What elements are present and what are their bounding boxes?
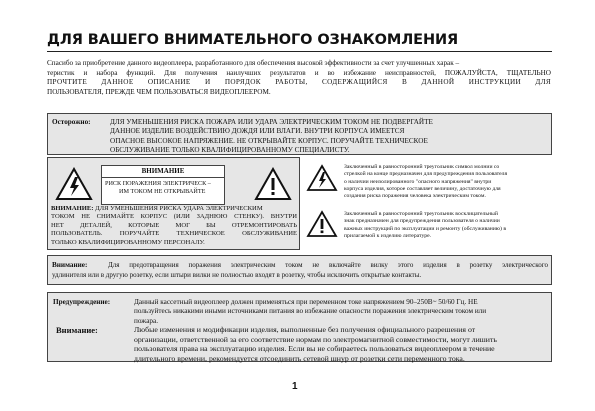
intro-line: Спасибо за приобретение данного видеоплеера, разработанного для обеспечения высокой эффективности за счет улучшенных харак – — [47, 59, 460, 67]
title-underline — [47, 51, 552, 52]
caution-line: ДАННОЕ ИЗДЕЛИЕ ВОЗДЕЙСТВИЮ ДОЖДЯ ИЛИ ВЛАГИ. ВНУТРИ КОРПУСА ИМЕЕТСЯ — [110, 127, 405, 136]
attention-line: Для предотвращения поражения электрическим током не включайте вилку этого изделия в розетку электрического — [108, 261, 548, 269]
warning-line: НЕТ ДЕТАЛЕЙ, КОТОРЫЕ МОГ БЫ ОТРЕМОНТИРОВАТЬ — [51, 221, 297, 229]
symbol-line: создания риска поражения человека электрическим током. — [344, 193, 486, 200]
warning-line: ПОЛЬЗОВАТЕЛЬ. ПОРУЧАЙТЕ ТЕХНИЧЕСКОЕ ОБСЛУЖИВАНИЕ — [51, 230, 297, 238]
note-line: пользуйтесь никакими иными источниками питания во избежание опасности поражения электрическим током или — [134, 307, 487, 316]
caution-line: ОБСЛУЖИВАНИЕ ТОЛЬКО КВАЛИФИЦИРОВАННОМУ СПЕЦИАЛИСТУ. — [110, 145, 350, 154]
symbol-line: Заключенный в равносторонний треугольник символ молнии со — [344, 164, 500, 170]
lightning-warning-icon — [55, 167, 93, 201]
lightning-symbol-description — [344, 164, 552, 200]
note-line: пожара. — [134, 316, 158, 325]
attention-box — [47, 255, 552, 285]
warning-label-lead: ВНИМАНИЕ: — [51, 205, 94, 212]
warning-plate-text — [102, 178, 224, 197]
attention-text — [52, 261, 548, 280]
warning-line: ТОКОМ НЕ СНИМАЙТЕ КОРПУС (ИЛИ ЗАДНЮЮ СТЕНКУ). ВНУТРИ — [51, 213, 297, 221]
warning-label-text — [51, 205, 297, 247]
lightning-symbol-icon — [306, 164, 338, 192]
exclamation-symbol-icon — [306, 210, 338, 238]
symbol-line: корпуса изделия, которое составляет величину, достаточную для — [344, 185, 501, 192]
caution-label: Осторожно: — [52, 118, 91, 126]
warning-plate — [101, 165, 225, 205]
note-line: Любые изменения и модификации изделия, выполненные без получения официального разрешения от — [134, 325, 476, 334]
attention-line: удлинителя или в другую розетку, если штыри вилки не полностью входят в розетку, чтобы исключить открытые контакты. — [52, 270, 422, 279]
caution-box — [47, 113, 552, 155]
intro-line: теристик и набора функций. Для получения наилучших результатов и во избежание неисправностей, ПОЖАЛУЙСТА, ТЩАТЕЛЬНО — [47, 68, 551, 77]
intro-line: ПРОЧТИТЕ ДАННОЕ ОПИСАНИЕ И ПОРЯДОК РАБОТЫ, СОДЕРЖАЩИЙСЯ В ДАННОЙ ИНСТРУКЦИИ ДЛЯ — [47, 78, 551, 87]
intro-paragraph — [47, 59, 551, 98]
exclamation-symbol-description — [344, 211, 552, 240]
warning-note-label: Предупреждение: — [53, 298, 111, 306]
warning-line-rest: ДЛЯ УМЕНЬШЕНИЯ РИСКА УДАРА ЭЛЕКТРИЧЕСКИМ — [93, 205, 263, 212]
warning-plate-line: ИМ ТОКОМ НЕ ОТКРЫВАЙТЕ — [119, 187, 206, 195]
symbol-line: знак предназначен для предупреждения пользователя о наличии — [344, 218, 500, 225]
warning-note-text — [134, 298, 549, 326]
warning-plate-heading: ВНИМАНИЕ — [102, 166, 224, 178]
note-line: длительного времени, рекомендуется отсоединить сетевой шнур от розетки сети переменного тока. — [134, 353, 465, 363]
attention-note-label: Внимание: — [56, 325, 98, 335]
intro-line: ПОЛЬЗОВАТЕЛЯ, ПРЕЖДЕ ЧЕМ ПОЛЬЗОВАТЬСЯ ВИДЕОПЛЕЕРОМ. — [47, 88, 271, 97]
symbol-line: важных инструкций по эксплуатации и ремонту (обслуживанию) в — [344, 225, 507, 232]
note-line: пользователя права на эксплуатацию изделия. Если вы не собираетесь пользоваться видеоплеером в течение — [134, 344, 495, 354]
warning-label-box — [47, 157, 300, 250]
page-title: ДЛЯ ВАШЕГО ВНИМАТЕЛЬНОГО ОЗНАКОМЛЕНИЯ — [47, 32, 459, 48]
warning-plate-line: РИСК ПОРАЖЕНИЯ ЭЛЕКТРИЧЕСК – — [105, 180, 211, 187]
note-line: организации, ответственной за его соответствие нормам по электромагнитной совместимости, могут лишить — [134, 334, 497, 344]
note-line: Данный кассетный видеоплеер должен применяться при переменном токе напряжением 90–250В~ 50/60 Гц. НЕ — [134, 298, 478, 306]
page-number: 1 — [292, 381, 298, 392]
exclamation-warning-icon — [254, 167, 292, 201]
symbol-line: прилагаемой к изделию литературе. — [344, 232, 432, 239]
caution-line: ОПАСНОЕ ВЫСОКОЕ НАПРЯЖЕНИЕ. НЕ ОТКРЫВАЙТЕ КОРПУС. ПОРУЧАЙТЕ ТЕХНИЧЕСКОЕ — [110, 136, 428, 145]
notes-box — [47, 292, 552, 362]
attention-label: Внимание: — [52, 261, 88, 269]
caution-text — [110, 118, 490, 155]
attention-note-text — [134, 325, 549, 363]
symbol-line: о наличии неизолированного "опасного напряжения" внутри — [344, 178, 492, 185]
caution-line: ДЛЯ УМЕНЬШЕНИЯ РИСКА ПОЖАРА ИЛИ УДАРА ЭЛЕКТРИЧЕСКИМ ТОКОМ НЕ ПОДВЕРГАЙТЕ — [110, 118, 433, 126]
symbol-line: Заключенный в равносторонний треугольник восклицательный — [344, 211, 498, 217]
symbol-line: стрелкой на конце предназначен для предупреждения пользователя — [344, 171, 508, 178]
warning-line: ТОЛЬКО КВАЛИФИЦИРОВАННОМУ ПЕРСОНАЛУ. — [51, 238, 205, 246]
